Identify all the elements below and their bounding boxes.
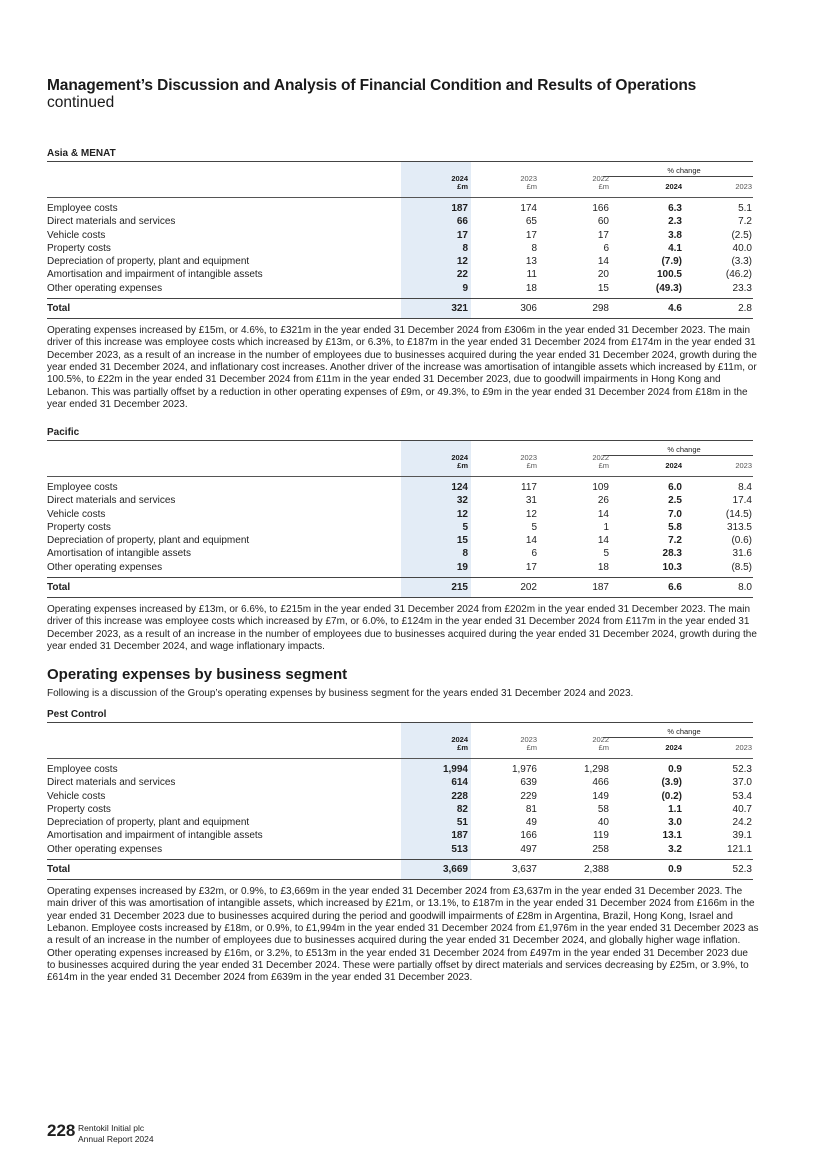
pct-change-2024: 3.8 (668, 229, 682, 241)
header-year-y2023: 2023 (520, 174, 537, 183)
header-year-y2024: 2024 (451, 453, 468, 462)
value-2022: 17 (597, 229, 609, 241)
total-label: Total (47, 303, 71, 315)
header-pct-2024: 2024 (665, 182, 682, 191)
value-2022: 40 (597, 817, 609, 829)
value-2024: 15 (456, 535, 468, 547)
value-2022: 109 (592, 482, 609, 493)
value-2024: 228 (451, 790, 468, 802)
pct-change-2023: 39.1 (732, 830, 752, 842)
total-pct-2024: 0.9 (668, 864, 682, 876)
value-2023: 65 (525, 216, 537, 228)
pct-change-2023: 8.4 (738, 482, 752, 493)
asia-menat-section (47, 148, 757, 411)
total-row (47, 859, 753, 880)
value-2024: 9 (462, 282, 468, 294)
header-pct-2023: 2023 (735, 182, 752, 191)
table-header (47, 162, 753, 198)
row-label: Vehicle costs (47, 229, 106, 241)
table-row (47, 763, 753, 776)
value-2024: 82 (456, 803, 468, 815)
table-body (47, 477, 753, 577)
value-2022: 20 (597, 269, 609, 281)
total-2024: 321 (451, 303, 468, 315)
total-pct-2023: 8.0 (738, 582, 752, 594)
header-year-y2022: 2022 (592, 174, 609, 183)
table-row (47, 790, 753, 803)
value-2024: 8 (462, 242, 468, 254)
row-label: Vehicle costs (47, 790, 106, 802)
value-2023: 17 (525, 561, 537, 573)
pct-change-2024: 100.5 (656, 269, 682, 281)
value-2022: 149 (592, 790, 609, 802)
value-2023: 11 (526, 269, 537, 281)
footer-report: Annual Report 2024 (78, 1134, 154, 1144)
header-pct-2024: 2024 (665, 743, 682, 752)
row-label: Direct materials and services (47, 777, 176, 789)
value-2022: 5 (603, 548, 609, 560)
value-2024: 19 (456, 561, 468, 573)
header-unit: £m (598, 743, 609, 752)
row-label: Depreciation of property, plant and equipment (47, 535, 250, 547)
pct-change-2023: 31.6 (732, 548, 752, 560)
header-year-y2022: 2022 (592, 453, 609, 462)
pct-change-2023: 121.1 (726, 843, 752, 855)
value-2024: 187 (451, 203, 468, 214)
pct-change-2024: (49.3) (655, 282, 682, 294)
table-row (47, 508, 753, 521)
header-unit: £m (526, 182, 537, 191)
pct-change-2024: 28.3 (662, 548, 682, 560)
row-label: Direct materials and services (47, 216, 176, 228)
total-2024: 215 (451, 582, 468, 594)
total-pct-2023: 52.3 (732, 864, 752, 876)
pct-change-2024: 1.1 (668, 803, 682, 815)
value-2022: 258 (592, 843, 609, 855)
table-row (47, 521, 753, 534)
value-2022: 60 (597, 216, 609, 228)
value-2022: 58 (597, 803, 609, 815)
value-2024: 513 (451, 843, 468, 855)
commentary-paragraph: Operating expenses increased by £13m, or 6.6%, to £215m in the year ended 31 December 2024 from £202m in the year ended 31 December 2023. The main driver of this increase was employee costs which increased by £7m, or 6.0%, to £124m in the year ended 31 December 2024 from £117m in the year ended 31 December 2023, as a result of an increase in the number of employees due to businesses acquired during the year ended 31 December 2024, growth during the year ended 31 December 2024, and wage inflationary impacts. (47, 604, 757, 653)
total-label: Total (47, 864, 71, 876)
pct-change-2023: 23.3 (732, 282, 752, 294)
table-row (47, 255, 753, 268)
header-unit: £m (457, 182, 468, 191)
header-pct-2023: 2023 (735, 743, 752, 752)
value-2023: 1,976 (511, 764, 537, 775)
pct-change-2024: 3.0 (668, 817, 682, 829)
value-2023: 6 (531, 548, 537, 560)
row-label: Other operating expenses (47, 843, 163, 855)
value-2023: 639 (520, 777, 537, 789)
value-2023: 31 (525, 495, 537, 507)
header-unit: £m (526, 461, 537, 470)
table-row (47, 534, 753, 547)
header-year-y2023: 2023 (520, 453, 537, 462)
table-row (47, 561, 753, 574)
pct-change-2024: 0.9 (668, 764, 682, 775)
pct-change-2024: 6.3 (668, 203, 682, 214)
value-2022: 14 (597, 256, 609, 268)
row-label: Property costs (47, 521, 111, 533)
value-2024: 22 (456, 269, 468, 281)
table-row (47, 803, 753, 816)
pacific-section (47, 427, 757, 653)
header-year-y2022: 2022 (592, 735, 609, 744)
table-row (47, 494, 753, 507)
row-label: Vehicle costs (47, 508, 106, 520)
row-label: Depreciation of property, plant and equipment (47, 817, 250, 829)
row-label: Property costs (47, 242, 111, 254)
pct-change-2023: (14.5) (725, 508, 752, 520)
value-2023: 13 (525, 256, 537, 268)
pct-change-2024: 7.0 (668, 508, 682, 520)
total-row (47, 577, 753, 598)
total-2022: 298 (592, 303, 609, 315)
total-pct-2024: 4.6 (668, 303, 682, 315)
table-row (47, 816, 753, 829)
table-title: Pacific (47, 427, 80, 438)
segment-heading: Operating expenses by business segment (47, 666, 348, 683)
pct-change-2024: 10.3 (662, 561, 682, 573)
pct-change-2024: 4.1 (668, 242, 682, 254)
pct-change-2024: 7.2 (668, 535, 682, 547)
row-label: Amortisation and impairment of intangible assets (47, 830, 263, 842)
table-row (47, 547, 753, 560)
pct-change-2023: 40.7 (732, 803, 752, 815)
header-unit: £m (598, 461, 609, 470)
value-2022: 15 (597, 282, 609, 294)
total-2023: 306 (520, 303, 537, 315)
value-2023: 117 (521, 482, 537, 493)
page-subtitle: continued (47, 94, 115, 111)
value-2023: 8 (531, 242, 537, 254)
table-header (47, 723, 753, 759)
page-title: Management’s Discussion and Analysis of Financial Condition and Results of Operations (47, 77, 697, 94)
value-2024: 66 (456, 216, 468, 228)
row-label: Other operating expenses (47, 561, 163, 573)
value-2024: 5 (462, 521, 468, 533)
value-2023: 14 (525, 535, 537, 547)
value-2023: 18 (525, 282, 537, 294)
table-title: Pest Control (47, 709, 107, 720)
table-title: Asia & MENAT (47, 148, 116, 159)
header-unit: £m (598, 182, 609, 191)
table-row (47, 776, 753, 789)
pct-change-2023: 52.3 (732, 764, 752, 775)
pct-change-2023: 7.2 (738, 216, 752, 228)
expense-table (47, 722, 753, 880)
pct-change-2024: (7.9) (661, 256, 682, 268)
total-2023: 202 (520, 582, 537, 594)
total-2024: 3,669 (442, 864, 468, 876)
value-2024: 12 (456, 256, 468, 268)
value-2022: 18 (597, 561, 609, 573)
value-2022: 166 (592, 203, 609, 214)
total-2022: 187 (592, 582, 609, 594)
table-row (47, 282, 753, 295)
pct-change-2023: (46.2) (725, 269, 752, 281)
value-2023: 12 (525, 508, 537, 520)
pct-change-2023: (8.5) (731, 561, 752, 573)
value-2024: 8 (462, 548, 468, 560)
value-2022: 14 (597, 535, 609, 547)
pct-change-2024: 3.2 (668, 843, 682, 855)
pct-change-2024: 2.3 (668, 216, 682, 228)
row-label: Depreciation of property, plant and equipment (47, 256, 250, 268)
value-2022: 26 (597, 495, 609, 507)
value-2024: 187 (451, 830, 468, 842)
value-2022: 466 (592, 777, 609, 789)
pct-change-2023: (3.3) (731, 256, 752, 268)
table-body (47, 759, 753, 859)
total-label: Total (47, 582, 71, 594)
footer-company: Rentokil Initial plc (78, 1123, 145, 1133)
value-2023: 5 (531, 521, 537, 533)
pct-change-2023: (2.5) (731, 229, 752, 241)
pct-change-2024: (0.2) (661, 790, 682, 802)
value-2023: 49 (525, 817, 537, 829)
row-label: Amortisation and impairment of intangible assets (47, 269, 263, 281)
value-2024: 51 (456, 817, 468, 829)
value-2022: 14 (597, 508, 609, 520)
pct-change-2024: 13.1 (662, 830, 682, 842)
pct-change-rule (615, 737, 753, 738)
pest-control-section (47, 709, 759, 985)
total-2022: 2,388 (583, 864, 609, 876)
row-label: Direct materials and services (47, 495, 176, 507)
row-label: Employee costs (47, 482, 118, 493)
value-2022: 6 (603, 242, 609, 254)
value-2024: 614 (451, 777, 468, 789)
header-pct-2024: 2024 (665, 461, 682, 470)
pct-change-2023: 17.4 (732, 495, 752, 507)
expense-table (47, 161, 753, 319)
table-row (47, 215, 753, 228)
table-row (47, 202, 753, 215)
row-label: Other operating expenses (47, 282, 163, 294)
header-unit: £m (457, 743, 468, 752)
pct-change-rule (615, 176, 753, 177)
pct-change-label: % change (667, 727, 701, 736)
table-row (47, 481, 753, 494)
segment-intro: Following is a discussion of the Group’s operating expenses by business segment for the years ended 31 December 2024 and 2023. (47, 688, 634, 699)
total-pct-2023: 2.8 (738, 303, 752, 315)
total-pct-2024: 6.6 (668, 582, 682, 594)
pct-change-2023: 24.2 (732, 817, 752, 829)
pct-change-2023: 53.4 (732, 790, 752, 802)
row-label: Employee costs (47, 203, 118, 214)
value-2024: 17 (456, 229, 468, 241)
table-row (47, 843, 753, 856)
value-2023: 229 (520, 790, 537, 802)
value-2024: 1,994 (442, 764, 468, 775)
row-label: Employee costs (47, 764, 118, 775)
value-2022: 119 (593, 830, 609, 842)
value-2023: 174 (520, 203, 537, 214)
pct-change-2023: 313.5 (726, 521, 752, 533)
value-2023: 166 (520, 830, 537, 842)
pct-change-label: % change (667, 445, 701, 454)
row-label: Amortisation of intangible assets (47, 548, 191, 560)
pct-change-2024: (3.9) (661, 777, 682, 789)
value-2023: 81 (525, 803, 537, 815)
table-header (47, 441, 753, 477)
page-number: 228 (47, 1121, 76, 1140)
value-2023: 497 (520, 843, 537, 855)
total-2023: 3,637 (511, 864, 537, 876)
pct-change-2024: 5.8 (668, 521, 682, 533)
value-2024: 124 (451, 482, 468, 493)
pct-change-2024: 6.0 (668, 482, 682, 493)
commentary-paragraph: Operating expenses increased by £15m, or 4.6%, to £321m in the year ended 31 December 2024 from £306m in the year ended 31 December 2023. The main driver of this increase was employee costs which increased by £13m, or 6.3%, to £187m in the year ended 31 December 2024 from £174m in the year ended 31 December 2023, as a result of an increase in the number of employees due to businesses acquired during the year ended 31 December 2024, growth during the year ended 31 December 2024, and inflationary cost increases. Another driver of the increase was amortisation of intangible assets which increased by £11m, or 100.5%, to £22m in the year ended 31 December 2024 from £11m in the year ended 31 December 2023, due to goodwill impairments in Hong Kong and Lebanon. This was partially offset by a reduction in other operating expenses of £9m, or 49.3%, to £9m in the year ended 31 December 2024 from £18m in the year ended 31 December 2023. (47, 325, 757, 411)
pct-change-2023: 37.0 (732, 777, 752, 789)
pct-change-label: % change (667, 166, 701, 175)
pct-change-2023: 40.0 (732, 242, 752, 254)
commentary-paragraph: Operating expenses increased by £32m, or 0.9%, to £3,669m in the year ended 31 December 2024 from £3,637m in the year ended 31 December 2023. The main driver of this was amortisation of intangible assets, which increased by £21m, or 13.1%, to £187m in the year ended 31 December 2024 from £166m in the year ended 31 December 2023 due to businesses acquired during the period and goodwill impairments of £28m in Argentina, Brazil, Hong Kong, Israel and Lebanon. Employee costs increased by £18m, or 0.9%, to £1,994m in the year ended 31 December 2024 from £1,976m in the year ended 31 December 2023 as a result of an increase in the number of employees due to businesses acquired during the year ended 31 December 2024, and globally higher wage inflation. Other operating expenses increased by £16m, or 3.2%, to £513m in the year ended 31 December 2024 from £497m in the year ended 31 December 2023 due to businesses acquired during the year ended 31 December 2024. These were partially offset by direct materials and services decreasing by £25m, or 3.9%, to £614m in the year ended 31 December 2024 from £639m in the year ended 31 December 2023. (47, 886, 759, 984)
table-row (47, 229, 753, 242)
expense-table (47, 440, 753, 598)
table-row (47, 242, 753, 255)
pct-change-2024: 2.5 (668, 495, 682, 507)
row-label: Property costs (47, 803, 111, 815)
header-unit: £m (457, 461, 468, 470)
value-2022: 1,298 (583, 764, 609, 775)
pct-change-2023: 5.1 (738, 203, 752, 214)
table-row (47, 268, 753, 281)
header-pct-2023: 2023 (735, 461, 752, 470)
value-2022: 1 (603, 521, 609, 533)
total-row (47, 298, 753, 319)
header-unit: £m (526, 743, 537, 752)
value-2024: 32 (456, 495, 468, 507)
header-year-y2024: 2024 (451, 735, 468, 744)
table-body (47, 198, 753, 298)
header-year-y2024: 2024 (451, 174, 468, 183)
header-year-y2023: 2023 (520, 735, 537, 744)
pct-change-rule (615, 455, 753, 456)
pct-change-2023: (0.6) (731, 535, 752, 547)
value-2023: 17 (525, 229, 537, 241)
value-2024: 12 (456, 508, 468, 520)
table-row (47, 829, 753, 842)
